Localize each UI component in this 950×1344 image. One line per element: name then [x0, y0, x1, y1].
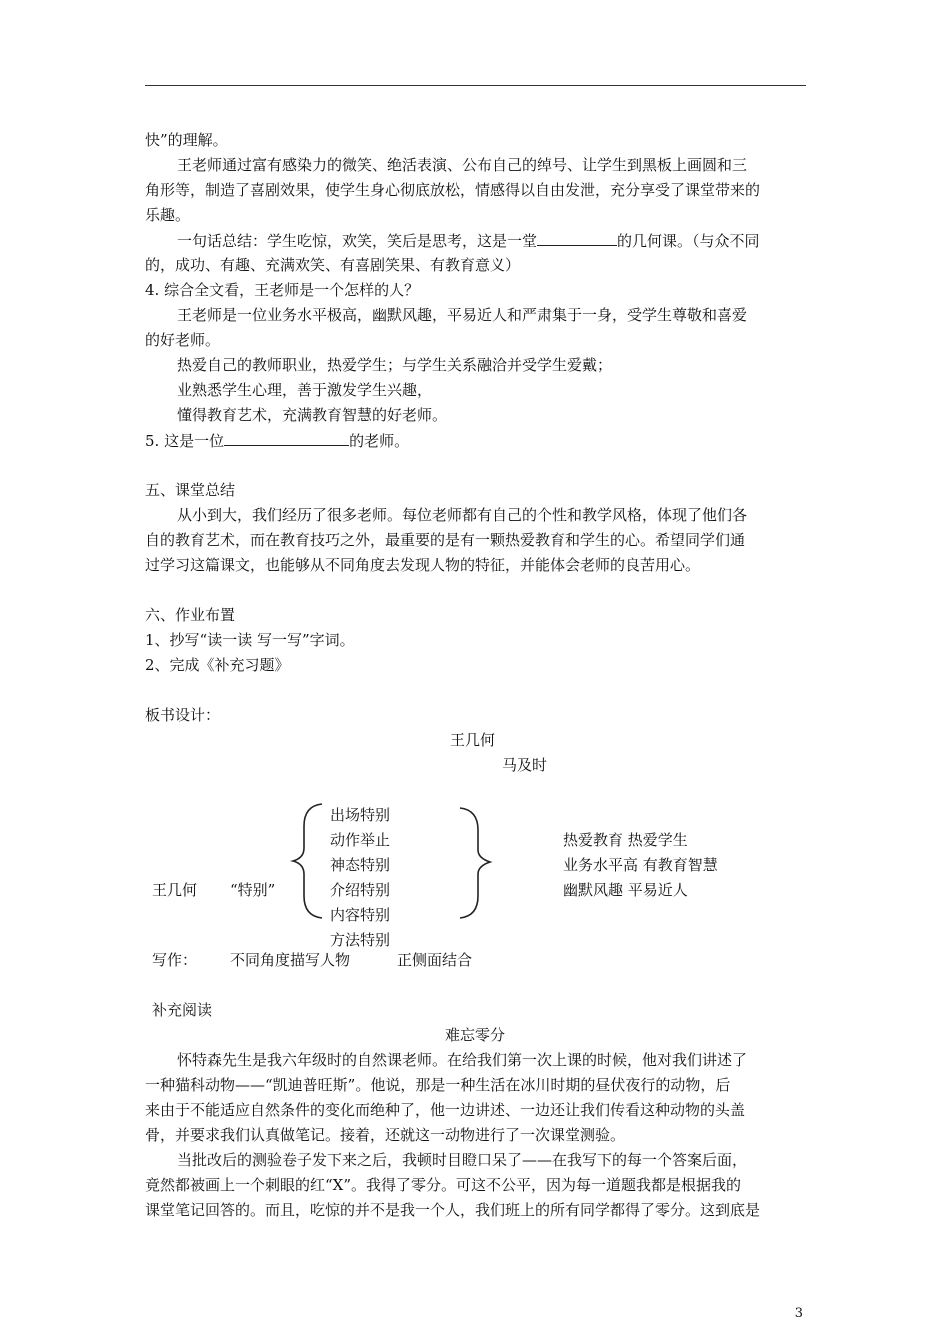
- reading-heading: 补充阅读: [152, 1001, 213, 1019]
- board-quality: 热爱教育 热爱学生: [563, 831, 688, 849]
- board-design-label: 板书设计：: [145, 706, 221, 724]
- sentence-end: 的几何课。（与众不同: [617, 232, 760, 250]
- board-item: 内容特别: [330, 906, 391, 924]
- section-heading: 六、作业布置: [145, 606, 236, 624]
- board-writing-label: 写作：: [152, 951, 198, 969]
- reading-line: 一种猫科动物——“凯迪普旺斯”。他说，那是一种生活在冰川时期的昼伏夜行的动物，后: [145, 1076, 731, 1094]
- board-subject: 王几何: [152, 881, 198, 899]
- sentence-start: 5. 这是一位: [145, 432, 225, 450]
- text-line: 过学习这篇课文，也能够从不同角度去发现人物的特征，并能体会老师的良苦用心。: [145, 556, 701, 574]
- sentence-end: 的老师。: [349, 432, 410, 450]
- text-line: 快”的理解。: [145, 131, 228, 149]
- board-title: 王几何: [450, 731, 496, 749]
- reading-line: 怀特森先生是我六年级时的自然课老师。在给我们第一次上课的时候，他对我们讲述了: [177, 1051, 748, 1069]
- board-quality: 业务水平高 有教育智慧: [563, 856, 718, 874]
- reading-line: 课堂笔记回答的。而且，吃惊的并不是我一个人，我们班上的所有同学都得了零分。这到底是: [145, 1201, 761, 1219]
- reading-title: 难忘零分: [445, 1026, 506, 1044]
- board-keyword: “特别”: [230, 881, 276, 899]
- board-item: 介绍特别: [330, 881, 391, 899]
- reading-line: 竟然都被画上一个刺眼的红“X”。我得了零分。可这不公平，因为每一道题我都是根据我的: [145, 1176, 742, 1194]
- board-item: 神态特别: [330, 856, 391, 874]
- reading-line: 骨，并要求我们认真做笔记。接着，还就这一动物进行了一次课堂测验。: [145, 1126, 626, 1144]
- board-author: 马及时: [502, 756, 548, 774]
- left-brace: [293, 804, 322, 918]
- text-line: 2、完成《补充习题》: [145, 656, 290, 674]
- text-line: 热爱自己的教师职业，热爱学生；与学生关系融洽并受学生爱戴；: [177, 356, 613, 374]
- text-line: 业熟悉学生心理，善于激发学生兴趣，: [177, 381, 433, 399]
- text-line: 的，成功、有趣、充满欢笑、有喜剧笑果、有教育意义）: [145, 256, 521, 274]
- text-line: 1、抄写“读一读 写一写”字词。: [145, 631, 355, 649]
- text-line: 懂得教育艺术，充满教育智慧的好老师。: [177, 406, 448, 424]
- right-brace: [460, 808, 490, 918]
- board-item: 出场特别: [330, 806, 391, 824]
- reading-line: 当批改后的测验卷子发下来之后，我顿时目瞪口呆了——在我写下的每一个答案后面，: [177, 1151, 748, 1169]
- page-number: 3: [794, 1306, 803, 1321]
- text-line: 王老师通过富有感染力的微笑、绝活表演、公布自己的绰号、让学生到黑板上画圆和三: [177, 156, 748, 174]
- section-heading: 五、课堂总结: [145, 481, 236, 499]
- text-line: 乐趣。: [145, 206, 191, 224]
- text-line: 王老师是一位业务水平极高，幽默风趣，平易近人和严肃集于一身，受学生尊敬和喜爱: [177, 306, 748, 324]
- question-4: 4. 综合全文看，王老师是一个怎样的人？: [145, 281, 420, 299]
- text-line: 的好老师。: [145, 331, 221, 349]
- board-item: 方法特别: [330, 931, 391, 949]
- text-line: 自的教育艺术，而在教育技巧之外，最重要的是有一颗热爱教育和学生的心。希望同学们通: [145, 531, 746, 549]
- sentence-start: 一句话总结：学生吃惊，欢笑，笑后是思考，这是一堂: [177, 232, 538, 250]
- text-line: 角形等，制造了喜剧效果，使学生身心彻底放松，情感得以自由发泄，充分享受了课堂带来的: [145, 181, 761, 199]
- text-line: 从小到大，我们经历了很多老师。每位老师都有自己的个性和教学风格，体现了他们各: [177, 506, 748, 524]
- board-writing-b: 正侧面结合: [397, 951, 473, 969]
- board-writing-a: 不同角度描写人物: [230, 951, 351, 969]
- board-quality: 幽默风趣 平易近人: [563, 881, 688, 899]
- board-item: 动作举止: [330, 831, 391, 849]
- reading-line: 来由于不能适应自然条件的变化而绝种了，他一边讲述、一边还让我们传看这种动物的头盖: [145, 1101, 746, 1119]
